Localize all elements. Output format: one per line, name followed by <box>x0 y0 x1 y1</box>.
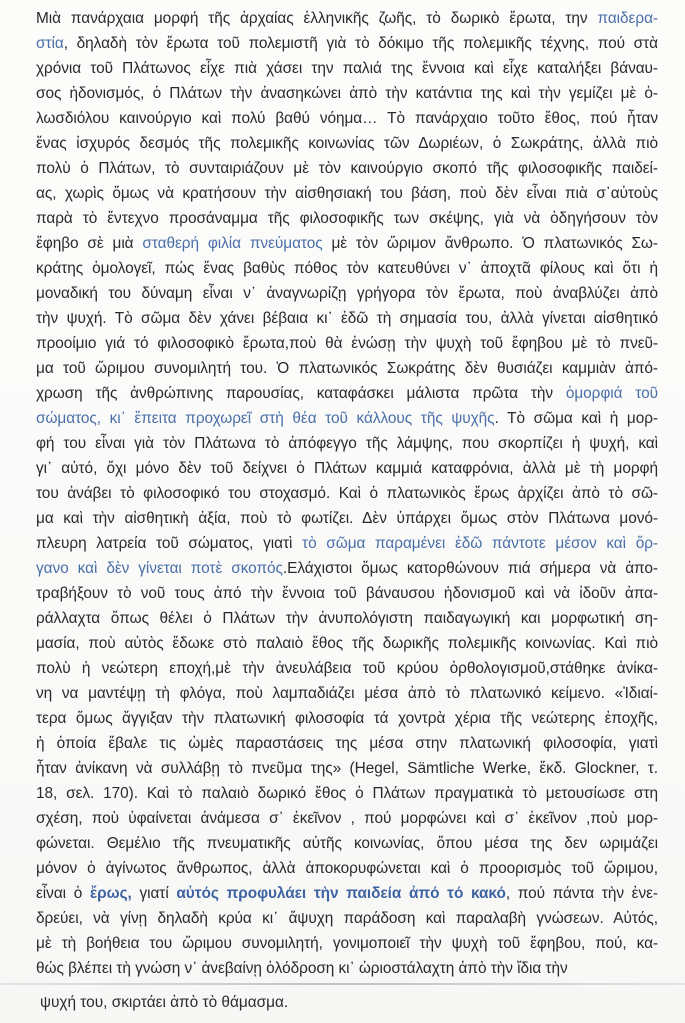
text-line <box>36 681 658 706</box>
text-segment: δρεύει, νὰ γίνῃ δηλαδὴ κρύα κι᾽ ἄψυχη παράδοση καὶ παραλαβὴ γνώσεων. Αὐτός, <box>36 910 658 927</box>
text-line <box>36 6 658 31</box>
highlighted-phrase: ἔρως, <box>89 885 132 902</box>
text-segment: του ἀνάβει τὸ φιλοσοφικό του στοχασμό. Καὶ ὁ πλατωνικὸς ἔρως ἀρχίζει ἀπὸ τὸ σῶ- <box>36 485 658 502</box>
text-segment: ἔφηβο σὲ μιὰ <box>36 235 143 252</box>
text-segment: σος ἡδονισμός, ὁ Πλάτων τὴν ἀνασηκώνει ἀπὸ τὴν κατάντια της καὶ τὴν γεμίζει μὲ ὁ- <box>36 85 658 102</box>
text-line <box>36 656 658 681</box>
text-segment: μὲ τὸν ὥριμον ἄνθρωπο. Ὁ πλατωνικός Σω- <box>322 235 658 252</box>
text-line <box>36 781 658 806</box>
text-segment: τὴν ψυχή. Τὸ σῶμα δὲν χάνει βέβαια κι᾽ ἐδῶ τὴ σημασία του, ἀλλὰ γίνεται αἰσθητικό <box>36 310 658 327</box>
text-line <box>36 406 658 431</box>
highlighted-phrase: παιδερα- <box>597 10 658 27</box>
highlighted-phrase: σταθερή φιλία πνεύματος <box>142 235 323 252</box>
text-segment: γι᾽ αὐτό, ὄχι μόνο δὲν τοῦ δείχνει ὁ Πλάτων καμμιά καταφρόνια, ἀλλὰ μὲ τὴ μορφή <box>36 460 658 477</box>
text-segment: πλευρη λατρεία τοῦ σώματος, γιατὶ <box>36 535 303 552</box>
text-line <box>36 156 658 181</box>
text-line <box>36 281 658 306</box>
highlighted-phrase: αὐτός προφυλάει τὴν παιδεία ἀπό τό κακό <box>176 885 506 902</box>
text-segment: τερα ὅμως ἄγγιξαν τὴν πλατωνική φιλοσοφία τά χοντρὰ χέρια τῆς νεώτερης ἐποχῆς, <box>36 710 658 727</box>
text-segment: κράτης ὁμολογεῖ, πώς ἕνας βαθὺς πόθος τὸν κατευθύνει ν᾽ ἀποχτᾶ φίλους καὶ ὅτι ἡ <box>36 260 658 277</box>
body-paragraph <box>36 6 658 981</box>
text-line <box>36 881 658 906</box>
text-line <box>36 331 658 356</box>
text-segment: γιατί <box>131 885 177 902</box>
text-segment: μα τοῦ ὥριμου συνομιλητή του. Ὁ πλατωνικός Σωκράτης δὲν θυσιάζει καμμιὰν ἀπό- <box>36 360 658 377</box>
text-line <box>36 431 658 456</box>
text-segment: σχέση, ποὺ ὑφαίνεται ἀνάμεσα σ᾽ ἐκεῖνον , πού μορφώνει καὶ σ᾽ ἐκεῖνον ,ποὺ μορ- <box>36 810 658 827</box>
highlighted-phrase: σώματος, κι᾽ ἔπειτα προχωρεῖ στὴ θέα τοῦ κάλλους τῆς ψυχῆς <box>36 410 495 427</box>
text-segment: χρόνια τοῦ Πλάτωνος εἶχε πιὰ χάσει την παλιά της ἔννοια καὶ εἶχε καταλήξει βάναυ- <box>36 60 658 77</box>
text-line <box>36 381 658 406</box>
text-line <box>36 581 658 606</box>
text-segment: νη να μαντέψῃ τὴ φλόγα, ποὺ λαμπαδιάζει μέσα ἀπὸ τὸ πλατωνικό κείμενο. «Ἰδιαί- <box>36 685 658 702</box>
text-segment: ἦταν ἀνίκανη νὰ συλλάβῃ τὸ πνεῦμα της» (Hegel, Sämtliche Werke, ἔκδ. Glockner, τ. <box>36 760 658 777</box>
text-segment: μασία, ποὺ αὐτὸς ἔδωκε στὸ παλαιὸ ἔθος τῆς δωρικῆς πολεμικῆς κοινωνίας. Καὶ πιὸ <box>36 635 658 652</box>
text-line <box>36 456 658 481</box>
highlighted-phrase: στία <box>36 35 64 52</box>
text-segment: ἡ ὁποία ἔβαλε τις ὠμὲς παραστάσεις της μέσα στην πλατωνική φιλοσοφία, γιατὶ <box>36 735 658 752</box>
text-segment: ἕνας ἰσχυρός δεσμός τῆς πολεμικῆς κοινωνίας τῶν Δωριέων, ὁ Σωκράτης, ἀλλὰ πιὸ <box>36 135 658 152</box>
text-line <box>36 256 658 281</box>
text-line <box>36 706 658 731</box>
text-line <box>36 481 658 506</box>
text-segment: θώς βλέπει τὴ γνώση ν᾽ ἀνεβαίνῃ ὁλόδροση κι᾽ ὡριοστάλαχτη ἀπὸ τὴν ἴδια τὴν <box>36 960 568 977</box>
text-line <box>36 206 658 231</box>
text-segment: λωσδιόλου καινούργιο καὶ πολύ βαθύ νόημα… Τὸ πανάρχαιο τοῦτο ἔθος, πού ἦταν <box>36 110 658 127</box>
text-segment: εἶναι ὁ <box>36 885 90 902</box>
text-segment: Μιὰ πανάρχαια μορφή τῆς ἀρχαίας ἑλληνικῆς ζωῆς, τὸ δωρικὸ ἔρωτα, την <box>36 10 598 27</box>
text-segment: ράλλαχτα ὅπως θέλει ὁ Πλάτων τὴν ἀνυπολόγιστη παιδαγωγική και μορφωτική ση- <box>36 610 658 627</box>
highlighted-phrase: γανο καὶ δὲν γίνεται ποτὲ σκοπός <box>36 560 283 577</box>
text-segment: παρὰ τὸ ἔντεχνο προσάναμμα τῆς φιλοσοφικῆς των σκέψης, γιὰ νὰ ὁδηγήσουν τὸν <box>36 210 658 227</box>
text-segment: φώνεται. Θεμέλιο τῆς πνευματικῆς αὐτῆς κοινωνίας, ὅπου μέσα της δεν ωριμάζει <box>36 835 658 852</box>
text-line <box>36 231 658 256</box>
text-line <box>36 631 658 656</box>
text-line <box>36 106 658 131</box>
text-line <box>36 131 658 156</box>
text-segment: μόνον ὁ ἀγίνωτος ἄνθρωπος, ἀλλὰ ἀποκορυφώνεται καὶ ὁ προορισμὸς τοῦ ὥριμου, <box>36 860 658 877</box>
highlighted-phrase: τὸ σῶμα παραμένει ἐδῶ πάντοτε μέσον καὶ ὄρ- <box>302 535 658 552</box>
closing-line: ψυχή του, σκιρτάει ἀπὸ τὸ θάμασμα. <box>40 994 289 1011</box>
text-line <box>36 506 658 531</box>
text-segment: μὲ τὴ βοήθεια του ὥριμου συνομιλητή, γονιμοποιεῖ τὴν ψυχὴ τοῦ ἔφηβου, πού, κα- <box>36 935 658 952</box>
text-segment: μοναδική του δύναμη εἶναι ν᾽ ἀναγνωρίζῃ γρήγορα τὸν ἔρωτα, ποὺ ἀναβλύζει ἀπὸ <box>36 285 658 302</box>
text-segment: πολὺ ἡ νεώτερη εποχή,μὲ τὴν ἀνευλάβεια τοῦ κρύου ὀρθολογισμοῦ,στάθηκε ἀνίκα- <box>36 660 658 677</box>
text-line <box>36 931 658 956</box>
text-segment: τραβήξουν τὸ νοῦ τους ἀπό τὴν ἔννοια τοῦ βάναυσου ἡδονισμοῦ καὶ νὰ ἰδοῦν ἀπα- <box>36 585 658 602</box>
text-line <box>36 306 658 331</box>
text-line <box>36 81 658 106</box>
text-segment: ας, χωρὶς ὅμως νὰ κρατήσουν τὴν αἰσθησιακή του βάση, ποὺ δὲν εἶναι πιὰ σ᾽αὐτοὺς <box>36 185 658 202</box>
text-line <box>36 806 658 831</box>
text-line <box>36 906 658 931</box>
text-line <box>36 956 658 981</box>
text-line <box>36 731 658 756</box>
highlighted-phrase: ὁμορφιά τοῦ <box>565 385 659 402</box>
text-segment: χρωση τῆς ἀνθρώπινης παρουσίας, καταφάσκει μάλιστα πρῶτα τὴν <box>36 385 566 402</box>
text-segment: , πού πάντα τὴν ἐνε- <box>505 885 659 902</box>
text-segment: 18, σελ. 170). Καὶ τὸ παλαιὸ δωρικό ἔθος ὁ Πλάτων πραγματικὰ τὸ μετουσίωσε στη <box>36 785 658 802</box>
text-segment: , δηλαδὴ τὸν ἔρωτα τοῦ πολεμιστῆ γιὰ τὸ δόκιμο τῆς πολεμικῆς τέχνης, πού στὰ <box>63 35 658 52</box>
text-line <box>36 31 658 56</box>
text-line <box>36 531 658 556</box>
text-line <box>36 181 658 206</box>
text-line <box>36 556 658 581</box>
text-line <box>36 831 658 856</box>
text-segment: πολὺ ὁ Πλάτων, τὸ συνταιριάζουν μὲ τὸν καινούργιο σκοπό τῆς φιλοσοφικῆς παιδεί- <box>36 160 658 177</box>
page-fold-line <box>0 983 685 985</box>
text-segment: μα καὶ τὴν αἰσθητικὴ ἀξία, ποὺ τὸ φωτίζει. Δὲν ὑπάρχει ὅμως στὸν Πλάτωνα μονό- <box>36 510 658 527</box>
text-segment: .Ελάχιστοι ὅμως κατορθώνουν πιά σήμερα νὰ ἀπο- <box>282 560 658 577</box>
text-line <box>36 356 658 381</box>
text-line <box>36 56 658 81</box>
text-line <box>36 856 658 881</box>
text-segment: προοίμιο γιά τό φιλοσοφικὸ ἔρωτα,ποὺ θὰ ἑνώσῃ τὴν ψυχὴ τοῦ ἔφηβου μὲ τὸ πνεῦ- <box>36 335 658 352</box>
text-segment: φή του εἶναι γιὰ τὸν Πλάτωνα τὸ ἀπόφεγγο τῆς λάμψης, που σκορπίζει ἡ ψυχή, καὶ <box>36 435 658 452</box>
text-line <box>36 606 658 631</box>
text-segment: . Τὸ σῶμα καὶ ἡ μορ- <box>494 410 658 427</box>
text-line <box>36 756 658 781</box>
